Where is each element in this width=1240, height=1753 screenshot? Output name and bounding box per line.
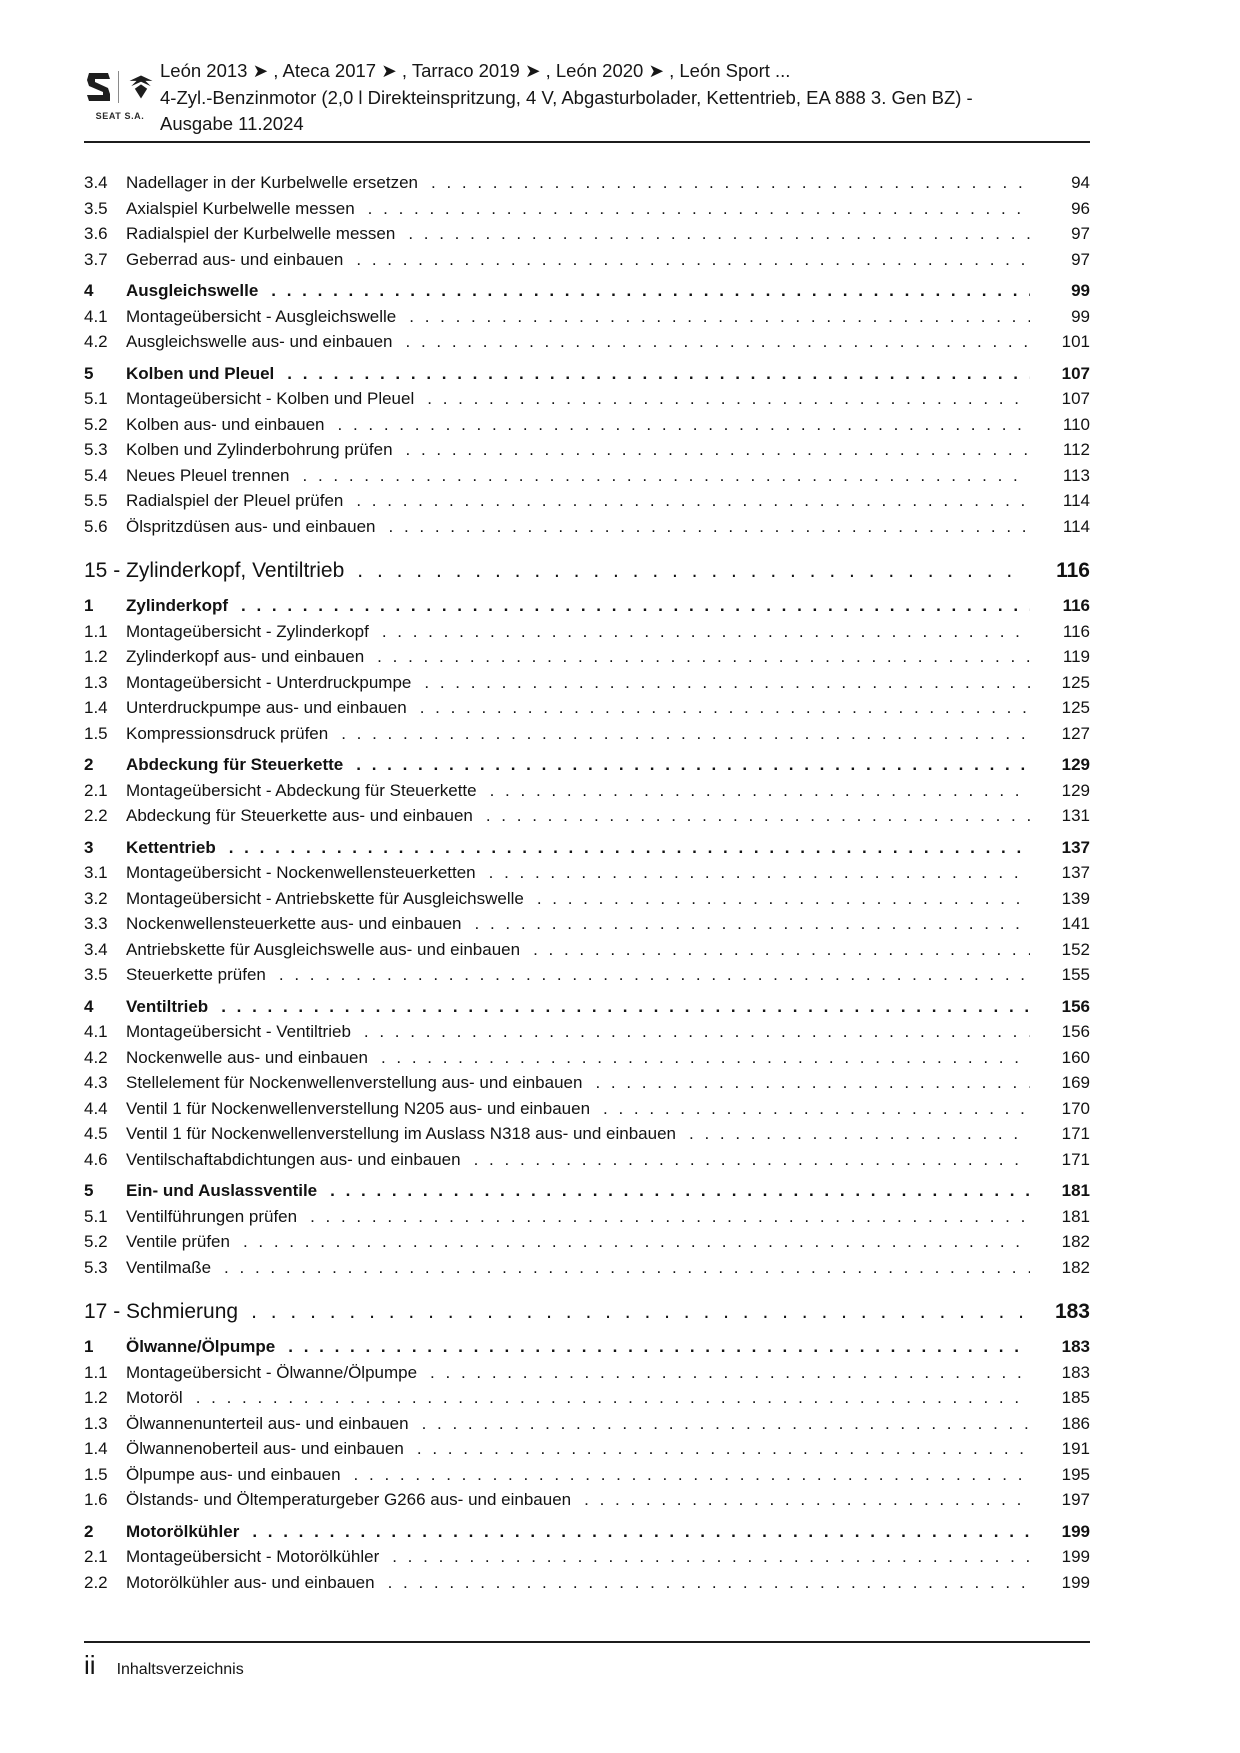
toc-entry bbox=[84, 1147, 1090, 1173]
toc-entry-page: 197 bbox=[1061, 1490, 1090, 1509]
toc-entry-title: Ölpumpe aus- und einbauen bbox=[126, 1464, 341, 1484]
toc-entry-number: 1.2 bbox=[84, 1388, 108, 1407]
dot-leader bbox=[252, 1519, 1030, 1545]
toc-entry bbox=[84, 721, 1090, 747]
toc-entry-title: Radialspiel der Pleuel prüfen bbox=[126, 491, 344, 510]
toc-entry-number: 4 bbox=[84, 996, 94, 1016]
toc-entry bbox=[84, 619, 1090, 645]
toc-entry-title: Montageübersicht - Abdeckung für Steuerkette bbox=[126, 780, 477, 800]
toc-entry-page: 127 bbox=[1061, 723, 1090, 743]
toc-entry bbox=[84, 558, 1090, 584]
toc-entry-number: 3.6 bbox=[84, 224, 108, 243]
toc-entry bbox=[84, 1096, 1090, 1122]
toc-entry-page: 185 bbox=[1061, 1388, 1090, 1407]
dot-leader bbox=[603, 1096, 1030, 1122]
toc-entry-page: 116 bbox=[1062, 621, 1090, 641]
dot-leader bbox=[431, 170, 1030, 196]
brand-block bbox=[84, 68, 156, 121]
toc-entry bbox=[84, 1462, 1090, 1488]
toc-entry-page: 97 bbox=[1071, 224, 1090, 243]
header-divider bbox=[84, 141, 1090, 143]
toc-entry-title: Zylinderkopf aus- und einbauen bbox=[126, 647, 365, 666]
toc-entry bbox=[84, 278, 1090, 304]
toc-entry-page: 112 bbox=[1062, 440, 1090, 459]
toc-entry-page: 96 bbox=[1071, 198, 1090, 218]
toc-entry bbox=[84, 962, 1090, 988]
toc-entry-page: 116 bbox=[1056, 559, 1090, 582]
toc-entry-number: 1.6 bbox=[84, 1490, 108, 1509]
toc-entry-number: 5.1 bbox=[84, 1206, 108, 1226]
toc-entry bbox=[84, 593, 1090, 619]
dot-leader bbox=[382, 619, 1030, 645]
toc-entry-title: Stellelement für Nockenwellenverstellung aus- und einbauen bbox=[126, 1073, 583, 1092]
toc-entry bbox=[84, 778, 1090, 804]
dot-leader bbox=[310, 1204, 1030, 1230]
toc-entry bbox=[84, 247, 1090, 273]
toc-entry-page: 183 bbox=[1061, 1362, 1090, 1382]
toc-entry-title: 17 - Schmierung bbox=[84, 1300, 239, 1323]
toc-entry-title: Ölwanne/Ölpumpe bbox=[126, 1337, 276, 1356]
toc-entry-number: 2.1 bbox=[84, 780, 108, 800]
toc-entry-number: 4.6 bbox=[84, 1149, 108, 1169]
toc-entry-number: 4.5 bbox=[84, 1124, 108, 1143]
toc-entry bbox=[84, 1360, 1090, 1386]
dot-leader bbox=[475, 911, 1030, 937]
toc-entry bbox=[84, 911, 1090, 937]
toc-entry-page: 182 bbox=[1061, 1257, 1090, 1277]
toc-entry-page: 107 bbox=[1061, 363, 1090, 383]
dot-leader bbox=[229, 835, 1030, 861]
header-edition-line: Ausgabe 11.2024 bbox=[160, 113, 304, 134]
dot-leader bbox=[420, 695, 1030, 721]
toc-entry bbox=[84, 1229, 1090, 1255]
toc-entry-page: 113 bbox=[1062, 465, 1090, 485]
toc-entry-title: Axialspiel Kurbelwelle messen bbox=[126, 198, 355, 218]
toc-entry-title: Montageübersicht - Zylinderkopf bbox=[126, 621, 369, 641]
toc-entry-page: 119 bbox=[1062, 647, 1090, 666]
dot-leader bbox=[490, 778, 1030, 804]
toc-entry-page: 186 bbox=[1061, 1413, 1090, 1433]
logo-divider bbox=[118, 71, 119, 103]
toc-entry-title: Montageübersicht - Ölwanne/Ölpumpe bbox=[126, 1362, 418, 1382]
toc-entry bbox=[84, 860, 1090, 886]
toc-entry-number: 3.5 bbox=[84, 198, 108, 218]
toc-entry-number: 1 bbox=[84, 1337, 94, 1356]
toc-entry-page: 171 bbox=[1061, 1149, 1090, 1169]
toc-entry-title: Ventil 1 für Nockenwellenverstellung im Auslass N318 aus- und einbauen bbox=[126, 1124, 676, 1143]
toc-entry-title: Montageübersicht - Unterdruckpumpe bbox=[126, 672, 412, 692]
dot-leader bbox=[224, 1255, 1030, 1281]
page-footer bbox=[84, 1650, 244, 1680]
toc-entry-page: 107 bbox=[1061, 389, 1090, 408]
toc-entry bbox=[84, 412, 1090, 438]
toc-entry bbox=[84, 1570, 1090, 1596]
toc-entry-page: 152 bbox=[1061, 939, 1090, 959]
toc-entry bbox=[84, 514, 1090, 540]
dot-leader bbox=[422, 1411, 1030, 1437]
toc-entry bbox=[84, 196, 1090, 222]
toc-entry-title: Ventil 1 für Nockenwellenverstellung N205 aus- und einbauen bbox=[126, 1098, 591, 1118]
dot-leader bbox=[388, 1570, 1030, 1596]
toc-entry-number: 2.2 bbox=[84, 1572, 108, 1592]
dot-leader bbox=[533, 937, 1030, 963]
toc-entry-page: 156 bbox=[1061, 996, 1090, 1016]
dot-leader bbox=[271, 278, 1030, 304]
toc-entry-title: Ölspritzdüsen aus- und einbauen bbox=[126, 516, 376, 536]
toc-entry bbox=[84, 361, 1090, 387]
toc-entry-page: 169 bbox=[1061, 1073, 1090, 1092]
dot-leader bbox=[354, 1462, 1030, 1488]
toc-entry-number: 4.2 bbox=[84, 332, 108, 351]
toc-entry-page: 181 bbox=[1061, 1181, 1090, 1200]
toc-entry-title: Ventilmaße bbox=[126, 1257, 212, 1277]
dot-leader bbox=[196, 1385, 1030, 1411]
toc-entry-title: Radialspiel der Kurbelwelle messen bbox=[126, 224, 396, 243]
toc-entry-title: Ausgleichswelle aus- und einbauen bbox=[126, 332, 393, 351]
toc-entry-page: 125 bbox=[1061, 672, 1090, 692]
toc-entry-title: Montageübersicht - Antriebskette für Ausgleichswelle bbox=[126, 888, 524, 908]
toc-entry-page: 114 bbox=[1062, 516, 1090, 536]
toc-entry-page: 116 bbox=[1062, 596, 1090, 615]
dot-leader bbox=[243, 1229, 1030, 1255]
toc-entry-title: Steuerkette prüfen bbox=[126, 965, 266, 984]
toc-entry-page: 155 bbox=[1061, 965, 1090, 984]
toc-entry-title: Motorölkühler aus- und einbauen bbox=[126, 1572, 375, 1592]
page-header bbox=[160, 58, 1160, 138]
header-engine-line: 4-Zyl.-Benzinmotor (2,0 l Direkteinspritzung, 4 V, Abgasturbolader, Kettentrieb, EA 888 3. Gen BZ) - bbox=[160, 86, 973, 108]
toc-entry bbox=[84, 752, 1090, 778]
toc-entry-number: 5.3 bbox=[84, 440, 108, 459]
toc-entry-number: 3.1 bbox=[84, 863, 108, 882]
toc-entry-title: Kolben und Pleuel bbox=[126, 363, 275, 383]
toc-entry-page: 94 bbox=[1071, 173, 1090, 192]
toc-entry-number: 1.4 bbox=[84, 698, 108, 717]
header-models-line: León 2013 ➤ , Ateca 2017 ➤ , Tarraco 2019 ➤ , León 2020 ➤ , León Sport ... bbox=[160, 60, 791, 81]
toc-entry-number: 4.1 bbox=[84, 306, 108, 326]
toc-entry-title: Nockenwelle aus- und einbauen bbox=[126, 1047, 368, 1067]
dot-leader bbox=[392, 1544, 1030, 1570]
toc-entry bbox=[84, 221, 1090, 247]
toc-entry-page: 129 bbox=[1061, 780, 1090, 800]
dot-leader bbox=[279, 962, 1030, 988]
toc-entry-title: Ölwannenoberteil aus- und einbauen bbox=[126, 1439, 404, 1458]
toc-entry-title: Ausgleichswelle bbox=[126, 281, 259, 300]
dot-leader bbox=[424, 670, 1030, 696]
toc-entry bbox=[84, 1487, 1090, 1513]
toc-entry-number: 4.4 bbox=[84, 1098, 108, 1118]
toc-entry-number: 1.3 bbox=[84, 1413, 108, 1433]
toc-entry bbox=[84, 937, 1090, 963]
dot-leader bbox=[381, 1045, 1030, 1071]
toc-entry-title: Motoröl bbox=[126, 1388, 183, 1407]
toc-entry-number: 1.4 bbox=[84, 1439, 108, 1458]
toc-entry-number: 1 bbox=[84, 596, 94, 615]
toc-entry-title: Ventiltrieb bbox=[126, 996, 209, 1016]
toc-entry-number: 3.5 bbox=[84, 965, 108, 984]
toc-entry bbox=[84, 1204, 1090, 1230]
dot-leader bbox=[595, 1070, 1030, 1096]
toc-entry-title: Montageübersicht - Kolben und Pleuel bbox=[126, 389, 415, 408]
dot-leader bbox=[356, 488, 1030, 514]
toc-entry bbox=[84, 1519, 1090, 1545]
toc-entry-title: Kompressionsdruck prüfen bbox=[126, 723, 329, 743]
toc-entry bbox=[84, 994, 1090, 1020]
toc-entry-page: 171 bbox=[1061, 1124, 1090, 1143]
toc-entry bbox=[84, 1121, 1090, 1147]
toc-entry-title: Montageübersicht - Ventiltrieb bbox=[126, 1022, 351, 1041]
toc-entry-title: Ventilschaftabdichtungen aus- und einbauen bbox=[126, 1149, 461, 1169]
toc-entry-number: 1.1 bbox=[84, 1362, 108, 1382]
toc-entry-title: Motorölkühler bbox=[126, 1521, 240, 1541]
toc-entry-page: 195 bbox=[1061, 1464, 1090, 1484]
toc-entry bbox=[84, 1334, 1090, 1360]
toc-entry bbox=[84, 1019, 1090, 1045]
dot-leader bbox=[408, 221, 1030, 247]
toc-entry-title: Kolben aus- und einbauen bbox=[126, 414, 325, 434]
toc-entry-number: 4 bbox=[84, 281, 94, 300]
toc-entry bbox=[84, 1385, 1090, 1411]
toc-entry bbox=[84, 1178, 1090, 1204]
toc-entry bbox=[84, 463, 1090, 489]
toc-entry-title: Nockenwellensteuerkette aus- und einbauen bbox=[126, 914, 462, 933]
toc-entry-title: Montageübersicht - Motorölkühler bbox=[126, 1547, 380, 1566]
toc-entry-number: 1.5 bbox=[84, 723, 108, 743]
toc-entry-page: 183 bbox=[1061, 1337, 1090, 1356]
toc-entry bbox=[84, 835, 1090, 861]
dot-leader bbox=[584, 1487, 1030, 1513]
toc-entry-title: Ölstands- und Öltemperaturgeber G266 aus- und einbauen bbox=[126, 1490, 572, 1509]
dot-leader bbox=[288, 1334, 1030, 1360]
toc-entry-page: 199 bbox=[1061, 1547, 1090, 1566]
toc-entry-number: 1.5 bbox=[84, 1464, 108, 1484]
dot-leader bbox=[406, 437, 1030, 463]
toc-entry-page: 170 bbox=[1061, 1098, 1090, 1118]
toc-entry bbox=[84, 386, 1090, 412]
dot-leader bbox=[356, 752, 1030, 778]
toc-entry bbox=[84, 1255, 1090, 1281]
toc-entry-number: 1.2 bbox=[84, 647, 108, 666]
toc-entry bbox=[84, 329, 1090, 355]
dot-leader bbox=[377, 644, 1030, 670]
toc-entry-page: 199 bbox=[1061, 1521, 1090, 1541]
toc-entry-title: Unterdruckpumpe aus- und einbauen bbox=[126, 698, 407, 717]
toc-entry-number: 5 bbox=[84, 363, 94, 383]
toc-entry-page: 160 bbox=[1061, 1047, 1090, 1067]
toc-entry-number: 3.2 bbox=[84, 888, 108, 908]
dot-leader bbox=[303, 463, 1030, 489]
toc-entry-title: Montageübersicht - Ausgleichswelle bbox=[126, 306, 397, 326]
toc-entry-number: 1.1 bbox=[84, 621, 108, 641]
footer-divider bbox=[84, 1641, 1090, 1643]
toc-entry-page: 141 bbox=[1061, 914, 1090, 933]
toc-entry-title: Geberrad aus- und einbauen bbox=[126, 249, 344, 269]
toc-entry-number: 4.3 bbox=[84, 1073, 108, 1092]
toc-entry-number: 3.3 bbox=[84, 914, 108, 933]
toc-entry-number: 5.4 bbox=[84, 465, 108, 485]
cupra-logo-icon bbox=[126, 73, 156, 101]
toc-entry-page: 183 bbox=[1054, 1300, 1090, 1323]
dot-leader bbox=[368, 196, 1030, 222]
toc-entry-number: 5.2 bbox=[84, 414, 108, 434]
dot-leader bbox=[338, 412, 1031, 438]
toc-entry-number: 4.2 bbox=[84, 1047, 108, 1067]
dot-leader bbox=[430, 1360, 1030, 1386]
dot-leader bbox=[364, 1019, 1030, 1045]
toc-entry-title: Abdeckung für Steuerkette aus- und einbauen bbox=[126, 806, 473, 825]
toc-entry-title: Zylinderkopf bbox=[126, 596, 229, 615]
brand-logos bbox=[84, 68, 156, 106]
toc-entry-number: 2 bbox=[84, 1521, 94, 1541]
dot-leader bbox=[417, 1436, 1030, 1462]
toc-entry bbox=[84, 695, 1090, 721]
dot-leader bbox=[489, 860, 1030, 886]
toc-entry-number: 2.2 bbox=[84, 806, 108, 825]
toc-entry-page: 101 bbox=[1061, 332, 1090, 351]
dot-leader bbox=[474, 1147, 1030, 1173]
toc-entry-number: 5.2 bbox=[84, 1232, 108, 1251]
brand-caption: SEAT S.A. bbox=[95, 111, 145, 121]
toc-entry-page: 182 bbox=[1061, 1232, 1090, 1251]
toc-entry-page: 99 bbox=[1071, 281, 1090, 300]
toc-entry bbox=[84, 1411, 1090, 1437]
toc-entry bbox=[84, 1436, 1090, 1462]
toc-entry-number: 2 bbox=[84, 755, 94, 774]
toc-entry bbox=[84, 886, 1090, 912]
toc-entry-number: 5.3 bbox=[84, 1257, 108, 1277]
toc-entry-page: 97 bbox=[1071, 249, 1090, 269]
toc-entry bbox=[84, 803, 1090, 829]
toc-entry-title: Neues Pleuel trennen bbox=[126, 465, 290, 485]
toc-entry-page: 114 bbox=[1062, 491, 1090, 510]
toc-entry-number: 5.6 bbox=[84, 516, 108, 536]
toc-entry bbox=[84, 1070, 1090, 1096]
toc-entry-page: 156 bbox=[1061, 1022, 1090, 1041]
dot-leader bbox=[357, 558, 1026, 584]
toc-entry-page: 99 bbox=[1071, 306, 1090, 326]
toc-entry-title: Kettentrieb bbox=[126, 837, 216, 857]
toc-entry-number: 5 bbox=[84, 1181, 94, 1200]
dot-leader bbox=[251, 1299, 1026, 1325]
toc-entry-number: 5.1 bbox=[84, 389, 108, 408]
toc-entry-page: 191 bbox=[1061, 1439, 1090, 1458]
dot-leader bbox=[356, 247, 1030, 273]
toc-entry bbox=[84, 1045, 1090, 1071]
toc-entry-page: 125 bbox=[1061, 698, 1090, 717]
dot-leader bbox=[486, 803, 1030, 829]
toc-entry-title: Ölwannenunterteil aus- und einbauen bbox=[126, 1413, 409, 1433]
dot-leader bbox=[537, 886, 1030, 912]
toc-entry-title: Ventile prüfen bbox=[126, 1232, 230, 1251]
dot-leader bbox=[427, 386, 1030, 412]
toc-entry-page: 129 bbox=[1061, 755, 1090, 774]
toc-entry-title: Nadellager in der Kurbelwelle ersetzen bbox=[126, 173, 418, 192]
toc-entry-number: 3.4 bbox=[84, 173, 108, 192]
toc-entry-page: 131 bbox=[1061, 806, 1090, 825]
toc-entry-number: 3 bbox=[84, 837, 94, 857]
page-number: ii bbox=[84, 1650, 96, 1680]
toc-entry bbox=[84, 1299, 1090, 1325]
seat-logo-icon bbox=[85, 72, 111, 102]
toc-entry-title: Ein- und Auslassventile bbox=[126, 1181, 318, 1200]
dot-leader bbox=[406, 329, 1030, 355]
toc-entry-title: Kolben und Zylinderbohrung prüfen bbox=[126, 440, 393, 459]
toc-entry bbox=[84, 170, 1090, 196]
toc-entry-page: 137 bbox=[1061, 837, 1090, 857]
dot-leader bbox=[330, 1178, 1030, 1204]
toc-entry-page: 181 bbox=[1061, 1206, 1090, 1226]
toc-entry bbox=[84, 670, 1090, 696]
toc-entry bbox=[84, 304, 1090, 330]
toc-entry-title: Abdeckung für Steuerkette bbox=[126, 755, 344, 774]
table-of-contents bbox=[84, 170, 1090, 1595]
toc-entry bbox=[84, 488, 1090, 514]
toc-entry-page: 199 bbox=[1061, 1572, 1090, 1592]
toc-entry bbox=[84, 437, 1090, 463]
toc-entry-number: 4.1 bbox=[84, 1022, 108, 1041]
toc-entry-page: 110 bbox=[1062, 414, 1090, 434]
dot-leader bbox=[221, 994, 1030, 1020]
toc-entry-title: Antriebskette für Ausgleichswelle aus- und einbauen bbox=[126, 939, 521, 959]
toc-entry-page: 139 bbox=[1061, 888, 1090, 908]
toc-entry-number: 1.3 bbox=[84, 672, 108, 692]
dot-leader bbox=[287, 361, 1030, 387]
toc-entry-title: Ventilführungen prüfen bbox=[126, 1206, 298, 1226]
footer-label: Inhaltsverzeichnis bbox=[116, 1661, 244, 1678]
toc-entry-title: 15 - Zylinderkopf, Ventiltrieb bbox=[84, 559, 345, 582]
toc-entry bbox=[84, 1544, 1090, 1570]
dot-leader bbox=[389, 514, 1031, 540]
toc-entry-title: Montageübersicht - Nockenwellensteuerketten bbox=[126, 863, 476, 882]
dot-leader bbox=[689, 1121, 1030, 1147]
toc-entry-number: 3.4 bbox=[84, 939, 108, 959]
toc-entry-number: 2.1 bbox=[84, 1547, 108, 1566]
toc-entry-page: 137 bbox=[1061, 863, 1090, 882]
toc-entry bbox=[84, 644, 1090, 670]
dot-leader bbox=[341, 721, 1030, 747]
toc-entry-number: 3.7 bbox=[84, 249, 108, 269]
dot-leader bbox=[241, 593, 1030, 619]
dot-leader bbox=[409, 304, 1030, 330]
toc-entry-number: 5.5 bbox=[84, 491, 108, 510]
